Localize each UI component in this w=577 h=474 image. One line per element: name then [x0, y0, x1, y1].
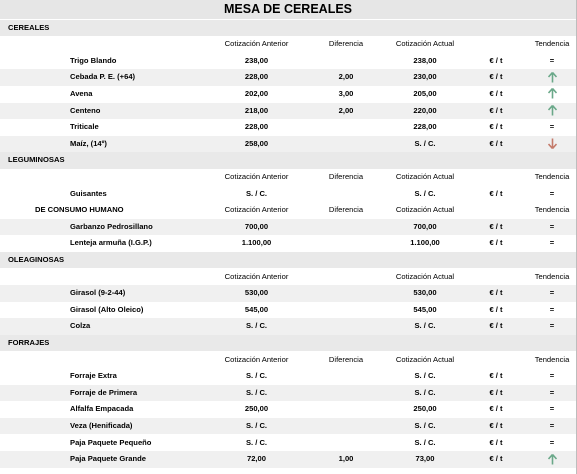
price-actual: S. / C.	[414, 387, 436, 397]
column-header-row	[0, 36, 576, 53]
price-anterior: 545,00	[244, 304, 269, 314]
price-anterior: S. / C.	[245, 188, 268, 198]
price-actual: S. / C.	[414, 371, 436, 381]
product-name: Trigo Blando	[70, 55, 117, 65]
trend-equal: =	[549, 387, 555, 397]
price-actual: S. / C.	[414, 188, 436, 198]
trend-equal: =	[549, 122, 555, 132]
price-unit: € / t	[489, 122, 503, 132]
table-row	[0, 285, 576, 302]
price-actual: S. / C.	[414, 321, 436, 331]
column-header-diferencia: Diferencia	[328, 205, 364, 215]
table-row	[0, 86, 576, 103]
trend-equal: =	[549, 304, 555, 314]
price-unit: € / t	[489, 138, 503, 148]
price-anterior: S. / C.	[245, 371, 268, 381]
price-actual: 205,00	[413, 88, 437, 98]
column-header-actual: Cotización Actual	[395, 39, 455, 49]
price-anterior: 218,00	[244, 105, 269, 115]
product-name: Cebada P. E. (+64)	[70, 72, 136, 82]
price-actual: 73,00	[415, 454, 435, 464]
section-title: LEGUMINOSAS	[8, 155, 65, 165]
price-anterior: 228,00	[244, 72, 269, 82]
price-actual: 700,00	[413, 221, 437, 231]
product-name: Avena	[70, 88, 93, 98]
table-row	[0, 235, 576, 252]
column-header-row	[0, 169, 576, 186]
section-header	[0, 335, 576, 352]
trend-down-arrow-icon	[530, 136, 574, 153]
column-header-tendencia: Tendencia	[534, 205, 570, 215]
price-actual: 228,00	[413, 122, 437, 132]
price-actual: 220,00	[413, 105, 437, 115]
price-diferencia: 2,00	[338, 105, 354, 115]
trend-up-arrow-icon	[530, 451, 574, 468]
column-header-actual: Cotización Actual	[395, 171, 455, 181]
product-name: Alfalfa Empacada	[70, 404, 134, 414]
column-header-row	[0, 269, 576, 286]
table-row	[0, 318, 576, 335]
price-anterior: S. / C.	[245, 387, 268, 397]
price-unit: € / t	[489, 321, 503, 331]
section-header	[0, 20, 576, 37]
price-unit: € / t	[489, 288, 503, 298]
price-anterior: 238,00	[244, 55, 269, 65]
price-unit: € / t	[489, 55, 503, 65]
column-header-actual: Cotización Actual	[395, 354, 455, 364]
trend-up-arrow-icon	[530, 69, 574, 86]
table-row	[0, 368, 576, 385]
price-anterior: S. / C.	[245, 437, 268, 447]
price-actual: 238,00	[413, 55, 437, 65]
price-unit: € / t	[489, 420, 503, 430]
section-title: OLEAGINOSAS	[8, 254, 65, 264]
price-actual: 250,00	[413, 404, 437, 414]
price-actual: 530,00	[413, 288, 437, 298]
trend-equal: =	[549, 188, 555, 198]
trend-equal: =	[549, 321, 555, 331]
product-name: Veza (Henificada)	[70, 420, 133, 430]
product-name: Paja Paquete Grande	[70, 454, 146, 464]
price-anterior: S. / C.	[245, 321, 268, 331]
table-row	[0, 219, 576, 236]
price-unit: € / t	[489, 371, 503, 381]
column-header-row	[0, 202, 576, 219]
price-anterior: 258,00	[244, 138, 269, 148]
price-actual: 1.100,00	[410, 238, 440, 248]
column-header-anterior: Cotización Anterior	[224, 39, 289, 49]
table-row	[0, 451, 576, 468]
table-row	[0, 302, 576, 319]
table-row	[0, 53, 576, 70]
price-diferencia: 1,00	[338, 454, 354, 464]
table-row	[0, 401, 576, 418]
trend-equal: =	[549, 404, 555, 414]
price-unit: € / t	[489, 88, 503, 98]
table-row	[0, 435, 576, 452]
trend-equal: =	[549, 288, 555, 298]
product-name: Paja Paquete Pequeño	[70, 437, 152, 447]
column-header-anterior: Cotización Anterior	[224, 205, 289, 215]
trend-equal: =	[549, 420, 555, 430]
trend-equal: =	[549, 371, 555, 381]
product-name: Forraje Extra	[70, 371, 117, 381]
price-anterior: 250,00	[244, 404, 269, 414]
column-header-diferencia: Diferencia	[328, 171, 364, 181]
board-title: MESA DE CEREALES	[0, 0, 576, 19]
price-actual: S. / C.	[414, 420, 436, 430]
price-unit: € / t	[489, 105, 503, 115]
price-unit: € / t	[489, 387, 503, 397]
trend-equal: =	[549, 238, 555, 248]
column-header-anterior: Cotización Anterior	[224, 171, 289, 181]
price-anterior: 202,00	[244, 88, 269, 98]
price-anterior: 1.100,00	[241, 238, 272, 248]
product-name: Girasol (Alto Oleico)	[70, 304, 144, 314]
table-row	[0, 186, 576, 203]
price-actual: 545,00	[413, 304, 437, 314]
price-unit: € / t	[489, 304, 503, 314]
trend-equal: =	[549, 437, 555, 447]
column-header-diferencia: Diferencia	[328, 39, 364, 49]
column-header-tendencia: Tendencia	[534, 271, 570, 281]
column-header-actual: Cotización Actual	[395, 271, 455, 281]
price-unit: € / t	[489, 437, 503, 447]
price-actual: S. / C.	[414, 138, 436, 148]
product-name: Maíz, (14º)	[70, 138, 107, 148]
trend-up-arrow-icon	[530, 86, 574, 103]
column-header-anterior: Cotización Anterior	[224, 354, 289, 364]
subsection-title: DE CONSUMO HUMANO	[35, 205, 124, 215]
section-title: CEREALES	[8, 22, 50, 32]
column-header-actual: Cotización Actual	[395, 205, 455, 215]
trend-up-arrow-icon	[530, 103, 574, 120]
product-name: Guisantes	[70, 188, 107, 198]
product-name: Centeno	[70, 105, 101, 115]
column-header-tendencia: Tendencia	[534, 354, 570, 364]
price-unit: € / t	[489, 404, 503, 414]
price-unit: € / t	[489, 72, 503, 82]
trend-equal: =	[549, 221, 555, 231]
price-actual: S. / C.	[414, 437, 436, 447]
column-header-diferencia: Diferencia	[328, 354, 364, 364]
trend-equal: =	[549, 55, 555, 65]
column-header-tendencia: Tendencia	[534, 171, 570, 181]
price-anterior: 228,00	[244, 122, 269, 132]
product-name: Colza	[70, 321, 91, 331]
price-unit: € / t	[489, 454, 503, 464]
price-diferencia: 3,00	[338, 88, 354, 98]
product-name: Forraje de Primera	[70, 387, 138, 397]
table-row	[0, 136, 576, 153]
product-name: Garbanzo Pedrosillano	[70, 221, 153, 231]
section-title: FORRAJES	[8, 337, 50, 347]
price-unit: € / t	[489, 221, 503, 231]
section-header	[0, 252, 576, 269]
price-anterior: S. / C.	[245, 420, 268, 430]
price-anterior: 700,00	[244, 221, 269, 231]
table-row	[0, 119, 576, 136]
price-anterior: 530,00	[244, 288, 269, 298]
column-header-anterior: Cotización Anterior	[224, 271, 289, 281]
section-header	[0, 152, 576, 169]
price-anterior: 72,00	[246, 454, 266, 464]
table-row	[0, 103, 576, 120]
table-row	[0, 69, 576, 86]
table-row	[0, 418, 576, 435]
price-unit: € / t	[489, 238, 503, 248]
price-unit: € / t	[489, 188, 503, 198]
column-header-tendencia: Tendencia	[534, 39, 570, 49]
product-name: Triticale	[70, 122, 99, 132]
column-header-row	[0, 352, 576, 369]
product-name: Girasol (9-2-44)	[70, 288, 126, 298]
price-actual: 230,00	[413, 72, 437, 82]
table-row	[0, 385, 576, 402]
product-name: Lenteja armuña (I.G.P.)	[70, 238, 152, 248]
price-diferencia: 2,00	[338, 72, 354, 82]
